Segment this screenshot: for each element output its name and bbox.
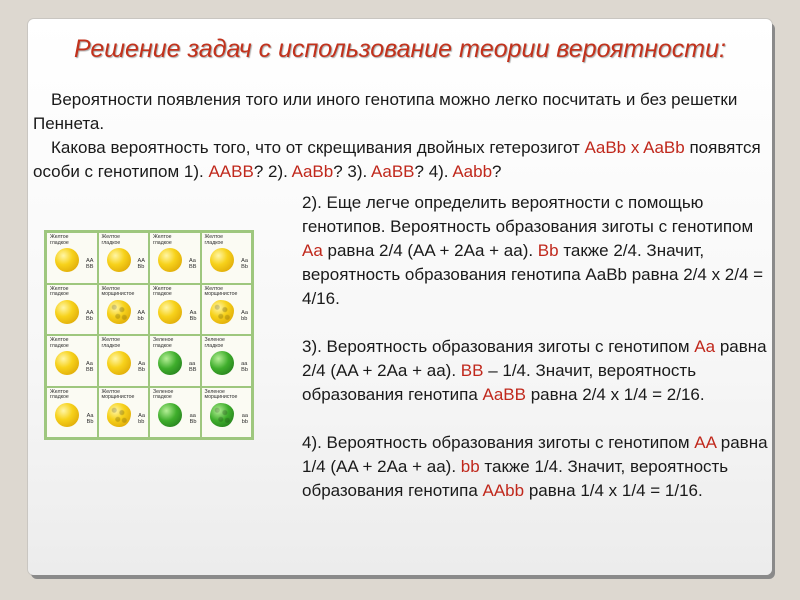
genotype-highlight: Bb — [537, 241, 559, 260]
pea-yellow-smooth-icon — [158, 300, 182, 324]
phenotype-label: Желтое морщинистое — [204, 285, 238, 298]
genotype-highlight: AAbb — [482, 481, 525, 500]
intro-text — [33, 88, 763, 184]
genotype-highlight: Aa — [694, 337, 716, 356]
pea-green-smooth-icon — [158, 351, 182, 375]
genotype-highlight: bb — [460, 457, 480, 476]
genotype-label: Aa Bb — [138, 361, 145, 374]
intro-text-part: ? 4). — [414, 162, 453, 181]
intro-paragraph-2 — [33, 136, 763, 184]
pea-yellow-smooth-icon — [158, 248, 182, 272]
genotype-label: aa Bb — [189, 412, 197, 425]
genotype-label: Aa Bb — [86, 412, 94, 425]
genotype-highlight: BB — [460, 361, 484, 380]
text-part: 3). Вероятность образования зиготы с генотипом — [302, 337, 695, 356]
phenotype-label: Желтое гладкое — [101, 337, 121, 349]
text-part: 2). Еще легче определить вероятности с помощью генотипов. Вероятность образования зиготы с генотипом — [302, 193, 754, 236]
text-part: – 1/4. Значит, вероятность образования генотипа — [302, 361, 697, 404]
text-part: равна 2/4 x 1/4 = 2/16. — [525, 385, 705, 404]
text-part: также 1/4. Значит, вероятность образования генотипа — [302, 457, 729, 500]
genotype-label: Aa BB — [86, 361, 94, 374]
phenotype-label: Желтое гладкое — [153, 234, 172, 246]
explanation-paragraph-3 — [302, 335, 772, 407]
text-part: равна 2/4 (AA + 2Aa + aa). — [322, 241, 538, 260]
pea-green-smooth-icon — [210, 351, 234, 375]
genotype-label: aa BB — [189, 361, 197, 374]
punnett-cell — [202, 233, 252, 283]
punnett-cell — [47, 233, 97, 283]
punnett-cell — [150, 233, 200, 283]
phenotype-label: Желтое гладкое — [50, 337, 69, 349]
text-part: также 2/4. Значит, вероятность образования генотипа AaBb равна 2/4 x 2/4 = 4/16. — [302, 241, 764, 308]
pea-green-smooth-icon — [158, 403, 182, 427]
punnett-cell — [99, 233, 149, 283]
punnett-cell — [202, 285, 252, 335]
phenotype-label: Зеленое морщинистое — [204, 388, 238, 401]
text-part: 4). Вероятность образования зиготы с генотипом — [302, 433, 695, 452]
pea-yellow-smooth-icon — [107, 248, 131, 272]
phenotype-label: Зеленое гладкое — [204, 337, 225, 349]
phenotype-label: Желтое гладкое — [204, 234, 224, 246]
intro-text-part: ? 2). — [253, 162, 292, 181]
pea-yellow-smooth-icon — [107, 351, 131, 375]
intro-text-part: ? 3). — [333, 162, 372, 181]
genotype-label: AA Bb — [137, 258, 145, 271]
phenotype-label: Зеленое гладкое — [153, 337, 174, 349]
genotype-highlight: Aa — [302, 241, 323, 260]
genotype-1: AABB — [208, 162, 254, 181]
intro-text-part: ? — [492, 162, 502, 181]
cross-formula: AaBb x AaBb — [584, 138, 685, 157]
punnett-cell — [202, 336, 252, 386]
punnett-cell — [99, 336, 149, 386]
genotype-label: aa Bb — [241, 361, 248, 374]
intro-text-part: Какова вероятность того, что от скрещивания двойных гетерозигот — [51, 138, 585, 157]
text-part: равна 2/4 (AA + 2Aa + aa). — [302, 337, 767, 380]
pea-yellow-smooth-icon — [55, 351, 79, 375]
genotype-label: aa bb — [241, 412, 248, 425]
punnett-cell — [150, 336, 200, 386]
punnett-cell — [99, 285, 149, 335]
phenotype-label: Желтое морщинистое — [101, 388, 135, 401]
genotype-highlight: AA — [694, 433, 717, 452]
slide-title: Решение задач с использование теории вероятности: — [74, 35, 726, 63]
genotype-2: AaBb — [291, 162, 334, 181]
intro-text-part: появятся особи с генотипом 1). — [33, 138, 761, 181]
explanation-paragraph-4 — [302, 431, 772, 503]
genotype-4: Aabb — [452, 162, 493, 181]
genotype-label: AA BB — [86, 258, 94, 271]
intro-paragraph-1: Вероятности появления того или иного генотипа можно легко посчитать и без решетки Пеннета. — [33, 90, 738, 133]
punnett-cell — [202, 388, 252, 438]
pea-yellow-wrinkled-icon — [107, 300, 131, 324]
pea-yellow-smooth-icon — [55, 248, 79, 272]
explanation-text — [302, 191, 772, 527]
phenotype-label: Желтое гладкое — [153, 285, 172, 298]
phenotype-label: Желтое гладкое — [50, 388, 69, 401]
punnett-grid — [44, 230, 254, 440]
genotype-label: AA bb — [137, 309, 145, 322]
punnett-cell — [150, 285, 200, 335]
punnett-cell — [47, 285, 97, 335]
genotype-label: Aa bb — [138, 412, 145, 425]
pea-green-wrinkled-icon — [210, 403, 234, 427]
punnett-cell — [47, 388, 97, 438]
phenotype-label: Желтое гладкое — [101, 234, 121, 246]
pea-yellow-wrinkled-icon — [210, 300, 234, 324]
pea-yellow-smooth-icon — [210, 248, 234, 272]
genotype-label: Aa bb — [241, 309, 248, 322]
genotype-label: AA Bb — [86, 309, 94, 322]
genotype-label: Aa Bb — [241, 258, 248, 271]
genotype-highlight: AaBB — [482, 385, 526, 404]
genotype-label: Aa Bb — [189, 309, 197, 322]
punnett-cell — [99, 388, 149, 438]
punnett-cell — [150, 388, 200, 438]
explanation-paragraph-2 — [302, 191, 772, 311]
genotype-3: AaBB — [371, 162, 415, 181]
phenotype-label: Зеленое гладкое — [153, 388, 174, 401]
pea-yellow-smooth-icon — [55, 300, 79, 324]
punnett-cell — [47, 336, 97, 386]
text-part: равна 1/4 x 1/4 = 1/16. — [524, 481, 703, 500]
text-part: равна 1/4 (AA + 2Aa + aa). — [302, 433, 768, 476]
genotype-label: Aa BB — [189, 258, 197, 271]
pea-yellow-wrinkled-icon — [107, 403, 131, 427]
phenotype-label: Желтое морщинистое — [101, 285, 135, 298]
phenotype-label: Желтое гладкое — [50, 234, 69, 246]
phenotype-label: Желтое гладкое — [50, 285, 69, 298]
pea-yellow-smooth-icon — [55, 403, 79, 427]
